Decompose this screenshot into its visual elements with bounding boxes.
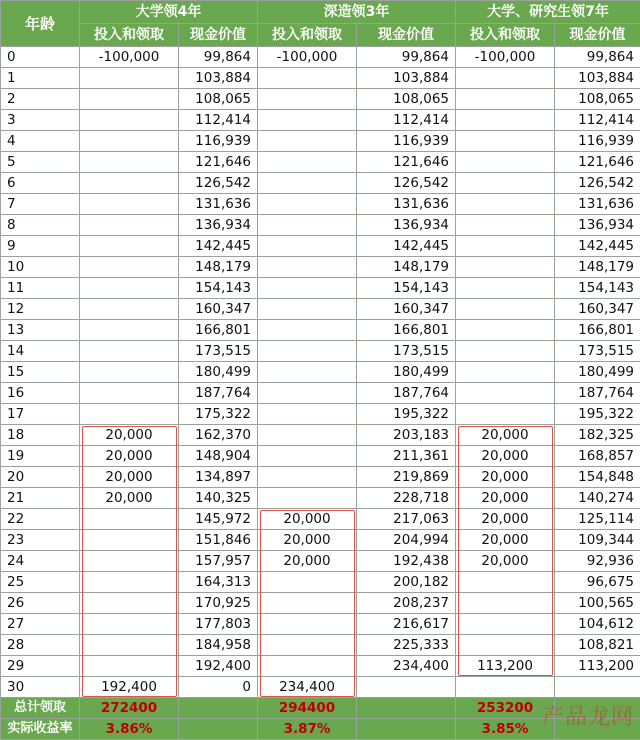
- total-label: 总计领取: [1, 698, 80, 719]
- invest-cell: [456, 362, 555, 383]
- invest-cell: 192,400: [80, 677, 179, 698]
- cash-value-cell: 126,542: [357, 173, 456, 194]
- cash-value-cell: 170,925: [179, 593, 258, 614]
- cash-value-cell: 131,636: [357, 194, 456, 215]
- cash-value-cell: 136,934: [555, 215, 640, 236]
- table-row: [1, 614, 640, 635]
- table-row: [1, 299, 640, 320]
- invest-cell: [456, 677, 555, 698]
- invest-cell: [80, 593, 179, 614]
- cash-value-cell: 192,400: [179, 656, 258, 677]
- age-cell: 20: [1, 467, 80, 488]
- cash-value-cell: 204,994: [357, 530, 456, 551]
- cash-value-cell: 225,333: [357, 635, 456, 656]
- invest-cell: [258, 110, 357, 131]
- invest-cell: [258, 68, 357, 89]
- invest-cell: 20,000: [80, 446, 179, 467]
- age-cell: 1: [1, 68, 80, 89]
- invest-cell: [80, 152, 179, 173]
- footer-empty: [179, 698, 258, 719]
- table-row: [1, 362, 640, 383]
- cash-value-cell: 126,542: [179, 173, 258, 194]
- age-cell: 18: [1, 425, 80, 446]
- invest-cell: [258, 593, 357, 614]
- cash-value-cell: 184,958: [179, 635, 258, 656]
- invest-cell: [258, 656, 357, 677]
- total-value-combined-7yr: 253200: [456, 698, 555, 719]
- age-cell: 6: [1, 173, 80, 194]
- cash-value-cell: 108,821: [555, 635, 640, 656]
- invest-cell: [258, 383, 357, 404]
- age-cell: 24: [1, 551, 80, 572]
- cash-value-cell: 160,347: [179, 299, 258, 320]
- cash-value-cell: 166,801: [357, 320, 456, 341]
- table-row: [1, 656, 640, 677]
- invest-cell: [80, 656, 179, 677]
- invest-cell: [456, 572, 555, 593]
- invest-cell: [456, 614, 555, 635]
- invest-cell: [456, 110, 555, 131]
- cash-value-cell: 200,182: [357, 572, 456, 593]
- invest-cell: [80, 572, 179, 593]
- cash-value-cell: 109,344: [555, 530, 640, 551]
- subheader-cash-value: 现金价值: [555, 24, 640, 47]
- cash-value-cell: 142,445: [357, 236, 456, 257]
- cash-value-cell: 187,764: [357, 383, 456, 404]
- cash-value-cell: 203,183: [357, 425, 456, 446]
- invest-cell: 20,000: [456, 509, 555, 530]
- invest-cell: [456, 257, 555, 278]
- subheader-invest: 投入和领取: [456, 24, 555, 47]
- cash-value-cell: 148,179: [555, 257, 640, 278]
- cash-value-cell: 112,414: [555, 110, 640, 131]
- table-body: [1, 47, 640, 698]
- age-cell: 29: [1, 656, 80, 677]
- cash-value-cell: 217,063: [357, 509, 456, 530]
- cash-value-cell: 160,347: [555, 299, 640, 320]
- invest-cell: [456, 215, 555, 236]
- table-row: [1, 446, 640, 467]
- cash-value-cell: [555, 677, 640, 698]
- table-row: [1, 677, 640, 698]
- plan-header-combined-7yr: 大学、研究生领7年: [456, 1, 640, 24]
- table-row: [1, 236, 640, 257]
- invest-cell: [80, 299, 179, 320]
- cash-value-cell: 195,322: [555, 404, 640, 425]
- age-cell: 21: [1, 488, 80, 509]
- cash-value-cell: 104,612: [555, 614, 640, 635]
- invest-cell: 20,000: [258, 551, 357, 572]
- table-row: [1, 488, 640, 509]
- cash-value-cell: 116,939: [179, 131, 258, 152]
- table-row: [1, 173, 640, 194]
- invest-cell: 20,000: [80, 467, 179, 488]
- age-cell: 0: [1, 47, 80, 68]
- invest-cell: [456, 152, 555, 173]
- cash-value-cell: 180,499: [555, 362, 640, 383]
- cash-value-cell: 173,515: [555, 341, 640, 362]
- age-header: 年龄: [1, 1, 80, 47]
- invest-cell: [258, 425, 357, 446]
- invest-cell: [258, 614, 357, 635]
- table-row: [1, 341, 640, 362]
- age-cell: 22: [1, 509, 80, 530]
- cash-value-cell: 112,414: [357, 110, 456, 131]
- cash-value-cell: 103,884: [357, 68, 456, 89]
- rate-value-college-4yr: 3.86%: [80, 719, 179, 740]
- age-cell: 26: [1, 593, 80, 614]
- invest-cell: 20,000: [456, 446, 555, 467]
- table-row: [1, 383, 640, 404]
- cash-value-cell: 228,718: [357, 488, 456, 509]
- cash-value-cell: 145,972: [179, 509, 258, 530]
- cash-value-cell: [357, 677, 456, 698]
- invest-cell: [80, 404, 179, 425]
- invest-cell: [80, 383, 179, 404]
- invest-cell: [80, 530, 179, 551]
- rate-value-combined-7yr: 3.85%: [456, 719, 555, 740]
- cash-value-cell: 96,675: [555, 572, 640, 593]
- invest-cell: -100,000: [456, 47, 555, 68]
- cash-value-cell: 177,803: [179, 614, 258, 635]
- invest-cell: [456, 593, 555, 614]
- cash-value-cell: 103,884: [179, 68, 258, 89]
- invest-cell: 20,000: [258, 509, 357, 530]
- cash-value-cell: 142,445: [179, 236, 258, 257]
- invest-cell: [456, 383, 555, 404]
- subheader-invest: 投入和领取: [258, 24, 357, 47]
- cash-value-cell: 180,499: [179, 362, 258, 383]
- invest-cell: [258, 131, 357, 152]
- age-cell: 12: [1, 299, 80, 320]
- invest-cell: [80, 635, 179, 656]
- cash-value-cell: 140,325: [179, 488, 258, 509]
- invest-cell: [456, 404, 555, 425]
- invest-cell: [456, 131, 555, 152]
- invest-cell: 20,000: [456, 425, 555, 446]
- cash-value-cell: 160,347: [357, 299, 456, 320]
- table-row: [1, 89, 640, 110]
- invest-cell: [258, 257, 357, 278]
- cash-value-cell: 0: [179, 677, 258, 698]
- cash-value-cell: 211,361: [357, 446, 456, 467]
- age-cell: 30: [1, 677, 80, 698]
- cash-value-cell: 113,200: [555, 656, 640, 677]
- cash-value-cell: 121,646: [179, 152, 258, 173]
- invest-cell: [258, 467, 357, 488]
- invest-cell: [258, 572, 357, 593]
- cash-value-cell: 195,322: [357, 404, 456, 425]
- cash-value-cell: 121,646: [555, 152, 640, 173]
- table-header: [1, 1, 640, 47]
- cash-value-cell: 131,636: [179, 194, 258, 215]
- invest-cell: 234,400: [258, 677, 357, 698]
- table-row: [1, 572, 640, 593]
- subheader-invest: 投入和领取: [80, 24, 179, 47]
- invest-cell: [456, 635, 555, 656]
- cash-value-cell: 162,370: [179, 425, 258, 446]
- age-cell: 25: [1, 572, 80, 593]
- invest-cell: [456, 320, 555, 341]
- cash-value-cell: 216,617: [357, 614, 456, 635]
- cash-value-cell: 126,542: [555, 173, 640, 194]
- invest-cell: [258, 194, 357, 215]
- cash-value-cell: 219,869: [357, 467, 456, 488]
- cash-value-cell: 148,179: [179, 257, 258, 278]
- cash-value-cell: 187,764: [179, 383, 258, 404]
- invest-cell: [258, 341, 357, 362]
- cash-value-cell: 234,400: [357, 656, 456, 677]
- cash-value-cell: 99,864: [555, 47, 640, 68]
- age-cell: 27: [1, 614, 80, 635]
- invest-cell: [80, 614, 179, 635]
- subheader-cash-value: 现金价值: [179, 24, 258, 47]
- age-cell: 17: [1, 404, 80, 425]
- table-row: [1, 404, 640, 425]
- invest-cell: 20,000: [456, 530, 555, 551]
- invest-cell: 20,000: [80, 488, 179, 509]
- cash-value-cell: 125,114: [555, 509, 640, 530]
- cash-value-cell: 116,939: [555, 131, 640, 152]
- cash-value-cell: 140,274: [555, 488, 640, 509]
- age-cell: 15: [1, 362, 80, 383]
- invest-cell: [258, 299, 357, 320]
- table-row: [1, 593, 640, 614]
- invest-cell: [456, 173, 555, 194]
- table-row: [1, 635, 640, 656]
- invest-cell: [258, 362, 357, 383]
- cash-value-cell: 187,764: [555, 383, 640, 404]
- age-cell: 16: [1, 383, 80, 404]
- cash-value-cell: 154,143: [357, 278, 456, 299]
- invest-cell: [258, 152, 357, 173]
- cash-value-cell: 100,565: [555, 593, 640, 614]
- table-row: [1, 320, 640, 341]
- invest-cell: 20,000: [258, 530, 357, 551]
- cash-value-cell: 157,957: [179, 551, 258, 572]
- invest-cell: [258, 320, 357, 341]
- invest-cell: [258, 89, 357, 110]
- plan-header-further-3yr: 深造领3年: [258, 1, 456, 24]
- invest-cell: -100,000: [80, 47, 179, 68]
- invest-cell: [80, 257, 179, 278]
- invest-cell: [80, 341, 179, 362]
- table-row: [1, 551, 640, 572]
- invest-cell: 20,000: [456, 467, 555, 488]
- cash-value-cell: 168,857: [555, 446, 640, 467]
- age-cell: 3: [1, 110, 80, 131]
- cash-value-cell: 148,904: [179, 446, 258, 467]
- cash-value-cell: 99,864: [357, 47, 456, 68]
- invest-cell: [258, 173, 357, 194]
- invest-cell: 113,200: [456, 656, 555, 677]
- cash-value-cell: 121,646: [357, 152, 456, 173]
- invest-cell: 20,000: [456, 551, 555, 572]
- age-cell: 4: [1, 131, 80, 152]
- cash-value-cell: 92,936: [555, 551, 640, 572]
- cash-value-cell: 166,801: [555, 320, 640, 341]
- invest-cell: [80, 278, 179, 299]
- invest-cell: [80, 110, 179, 131]
- invest-cell: [258, 278, 357, 299]
- invest-cell: [258, 404, 357, 425]
- invest-cell: [258, 236, 357, 257]
- table-row: [1, 467, 640, 488]
- cash-value-cell: 136,934: [179, 215, 258, 236]
- table-row: [1, 110, 640, 131]
- invest-cell: [80, 362, 179, 383]
- invest-cell: [258, 215, 357, 236]
- cash-value-cell: 180,499: [357, 362, 456, 383]
- invest-cell: [456, 194, 555, 215]
- footer-empty: [357, 719, 456, 740]
- table-row: [1, 152, 640, 173]
- invest-cell: [80, 194, 179, 215]
- table-row: [1, 257, 640, 278]
- cash-value-cell: 108,065: [179, 89, 258, 110]
- cash-value-cell: 192,438: [357, 551, 456, 572]
- invest-cell: [258, 635, 357, 656]
- subheader-cash-value: 现金价值: [357, 24, 456, 47]
- age-cell: 10: [1, 257, 80, 278]
- cash-value-cell: 99,864: [179, 47, 258, 68]
- invest-cell: [456, 341, 555, 362]
- table-row: [1, 68, 640, 89]
- cash-value-cell: 112,414: [179, 110, 258, 131]
- table-row: [1, 425, 640, 446]
- cash-value-cell: 136,934: [357, 215, 456, 236]
- age-cell: 5: [1, 152, 80, 173]
- watermark: 产品龙网: [542, 700, 634, 731]
- invest-cell: [80, 215, 179, 236]
- plan-header-college-4yr: 大学领4年: [80, 1, 258, 24]
- invest-cell: [80, 320, 179, 341]
- footer-empty: [179, 719, 258, 740]
- invest-cell: [80, 89, 179, 110]
- table-row: [1, 47, 640, 68]
- invest-cell: 20,000: [456, 488, 555, 509]
- cash-value-cell: 103,884: [555, 68, 640, 89]
- invest-cell: [456, 236, 555, 257]
- invest-cell: [456, 278, 555, 299]
- rate-value-further-3yr: 3.87%: [258, 719, 357, 740]
- invest-cell: [258, 488, 357, 509]
- age-cell: 9: [1, 236, 80, 257]
- age-cell: 19: [1, 446, 80, 467]
- table-row: [1, 215, 640, 236]
- invest-cell: [80, 551, 179, 572]
- invest-cell: [456, 68, 555, 89]
- cash-value-cell: 173,515: [179, 341, 258, 362]
- invest-cell: [258, 446, 357, 467]
- age-cell: 13: [1, 320, 80, 341]
- invest-cell: -100,000: [258, 47, 357, 68]
- age-cell: 28: [1, 635, 80, 656]
- age-cell: 11: [1, 278, 80, 299]
- cash-value-cell: 208,237: [357, 593, 456, 614]
- cash-value-cell: 175,322: [179, 404, 258, 425]
- cash-value-cell: 134,897: [179, 467, 258, 488]
- invest-cell: [456, 89, 555, 110]
- cash-value-cell: 154,143: [555, 278, 640, 299]
- age-cell: 7: [1, 194, 80, 215]
- age-cell: 8: [1, 215, 80, 236]
- table-row: [1, 530, 640, 551]
- table-row: [1, 278, 640, 299]
- cash-value-cell: 116,939: [357, 131, 456, 152]
- invest-cell: [80, 173, 179, 194]
- cash-value-cell: 173,515: [357, 341, 456, 362]
- age-cell: 14: [1, 341, 80, 362]
- cash-value-cell: 164,313: [179, 572, 258, 593]
- total-value-college-4yr: 272400: [80, 698, 179, 719]
- invest-cell: [80, 509, 179, 530]
- invest-cell: [80, 131, 179, 152]
- table-row: [1, 194, 640, 215]
- total-value-further-3yr: 294400: [258, 698, 357, 719]
- invest-cell: [456, 299, 555, 320]
- cash-value-cell: 148,179: [357, 257, 456, 278]
- age-cell: 23: [1, 530, 80, 551]
- cash-value-cell: 151,846: [179, 530, 258, 551]
- cash-value-cell: 154,143: [179, 278, 258, 299]
- invest-cell: [80, 236, 179, 257]
- table-row: [1, 509, 640, 530]
- cash-value-cell: 108,065: [357, 89, 456, 110]
- rate-label: 实际收益率: [1, 719, 80, 740]
- invest-cell: 20,000: [80, 425, 179, 446]
- footer-empty: [357, 698, 456, 719]
- cash-value-cell: 108,065: [555, 89, 640, 110]
- cash-value-cell: 166,801: [179, 320, 258, 341]
- cash-value-cell: 142,445: [555, 236, 640, 257]
- table-row: [1, 131, 640, 152]
- age-cell: 2: [1, 89, 80, 110]
- cash-value-cell: 131,636: [555, 194, 640, 215]
- invest-cell: [80, 68, 179, 89]
- cash-value-cell: 154,848: [555, 467, 640, 488]
- cash-value-cell: 182,325: [555, 425, 640, 446]
